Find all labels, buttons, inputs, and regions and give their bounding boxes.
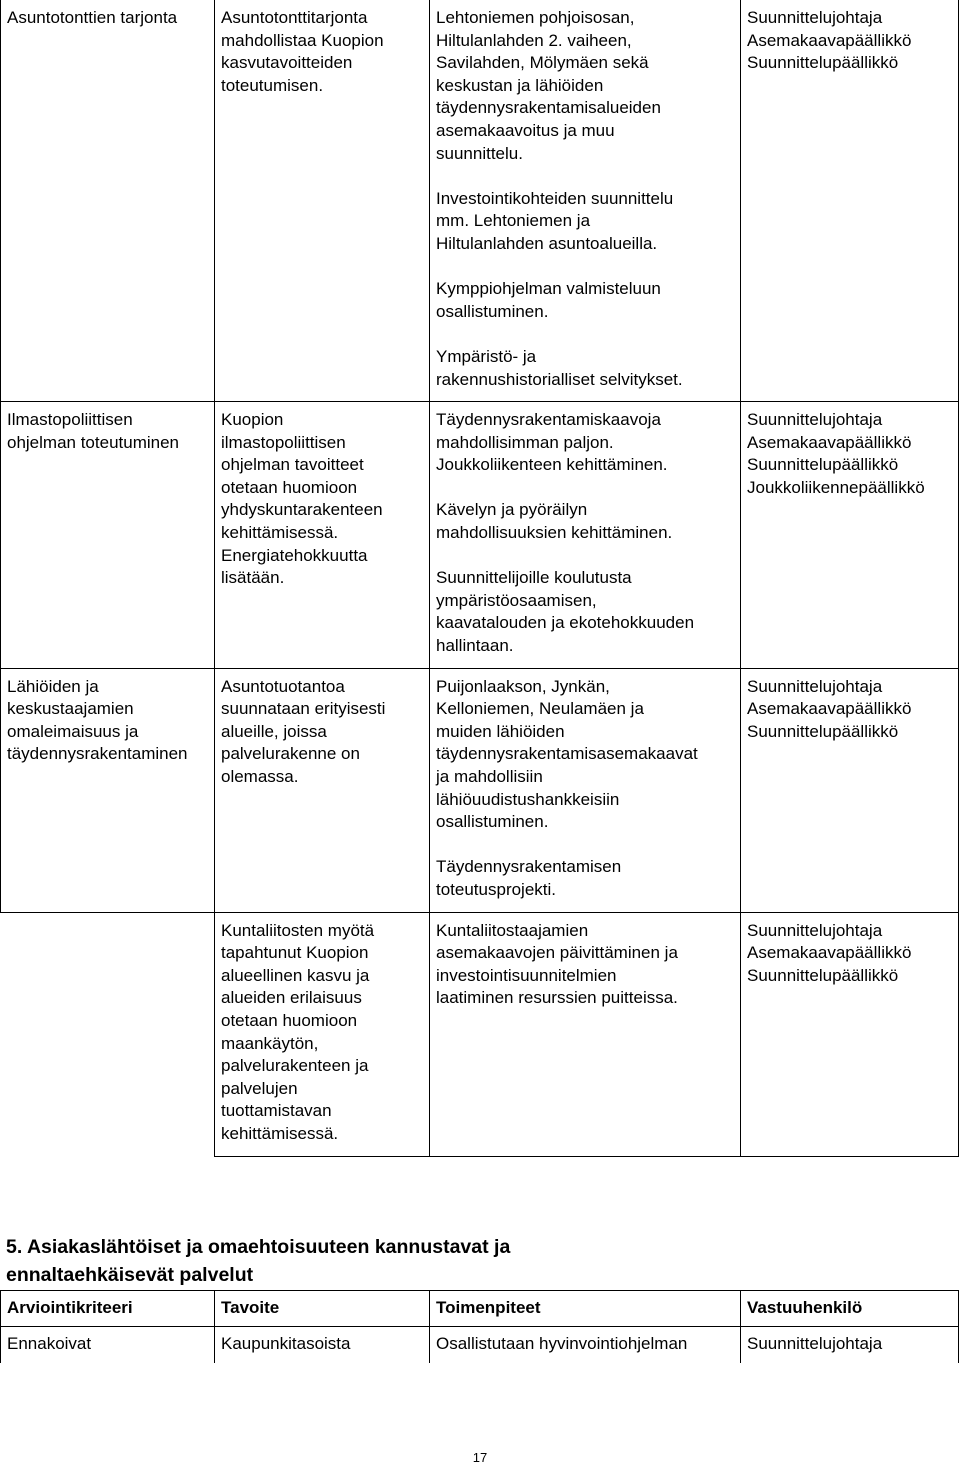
- responsible-text-line: Suunnittelujohtaja: [747, 920, 883, 940]
- actions-text-line: Savilahden, Mölymäen sekä: [436, 53, 649, 73]
- cell-goal: [215, 912, 430, 1156]
- criterion-paragraph: [7, 7, 210, 30]
- actions-text-line: laatiminen resurssien puitteissa.: [436, 988, 678, 1008]
- responsible-text-line: Asemakaavapäällikkö: [747, 432, 912, 452]
- responsible-text-line: Suunnittelupäällikkö: [747, 53, 899, 73]
- goal-text-line: palvelurakenne on: [221, 744, 360, 764]
- actions-text-line: Suunnittelijoille koulutusta: [436, 568, 632, 588]
- cell-responsible: [741, 402, 959, 669]
- responsible-text-line: Suunnittelupäällikkö: [747, 965, 899, 985]
- cell-actions: [430, 668, 741, 912]
- actions-text-line: ja mahdollisiin: [436, 767, 543, 786]
- cell-goal: [215, 668, 430, 912]
- actions-text-line: osallistuminen.: [436, 812, 549, 832]
- criterion-text-line: keskustaajamien: [7, 699, 134, 719]
- cell-responsible: [741, 0, 959, 402]
- header-cell-criterion: Arviointikriteeri: [1, 1291, 215, 1327]
- responsible-paragraph: [747, 7, 954, 75]
- table-row: [1, 668, 959, 912]
- actions-paragraph: [436, 920, 736, 1010]
- table-row: [1, 0, 959, 402]
- goal-text-line: tuottamistavan: [221, 1101, 332, 1121]
- actions-paragraph: [436, 856, 736, 901]
- responsible-text-line: Suunnittelujohtaja: [747, 8, 883, 27]
- actions-text-line: lähiöuudistushankkeisiin: [436, 789, 620, 809]
- goal-paragraph: [221, 920, 425, 1146]
- goal-text-line: tapahtunut Kuopion: [221, 943, 369, 963]
- actions-text-line: rakennushistorialliset selvitykset.: [436, 369, 683, 389]
- actions-text-line: Täydennysrakentamisen: [436, 857, 622, 877]
- responsible-text-line: Suunnittelupäällikkö: [747, 721, 899, 741]
- actions-text-line: täydennysrakentamisalueiden: [436, 98, 661, 118]
- actions-text-line: Lehtoniemen pohjoisosan,: [436, 8, 635, 27]
- cell-goal: [215, 402, 430, 669]
- goal-text-line: alueille, joissa: [221, 721, 327, 741]
- goal-text-line: Kuntaliitosten myötä: [221, 920, 375, 940]
- table-row: [1, 912, 959, 1156]
- actions-text-line: Joukkoliikenteen kehittäminen.: [436, 455, 668, 475]
- actions-text-line: Puijonlaakson, Jynkän,: [436, 676, 610, 696]
- actions-text-line: asemakaavojen päivittäminen ja: [436, 943, 678, 963]
- section-header-row: [1, 1291, 959, 1327]
- actions-text-line: mahdollisuuksien kehittäminen.: [436, 523, 673, 543]
- actions-text-line: asemakaavoitus ja muu: [436, 120, 615, 140]
- actions-paragraph: [436, 676, 736, 834]
- actions-text-line: Ympäristö- ja: [436, 346, 537, 366]
- section-heading: [6, 1233, 510, 1289]
- actions-paragraph: [436, 346, 736, 391]
- cell-criterion: [1, 668, 215, 912]
- goal-text-line: otetaan huomioon: [221, 1010, 358, 1030]
- cell-actions: [430, 402, 741, 669]
- actions-text-line: Kuntaliitostaajamien: [436, 920, 589, 940]
- goal-text-line: alueellinen kasvu ja: [221, 965, 370, 985]
- goal-text-line: Energiatehokkuutta: [221, 545, 368, 565]
- goal-text-line: olemassa.: [221, 767, 299, 786]
- goal-text-line: Asuntotonttitarjonta: [221, 8, 368, 27]
- criterion-text-line: Ilmastopoliittisen: [7, 410, 133, 430]
- actions-text-line: Kymppiohjelman valmisteluun: [436, 279, 661, 299]
- responsible-paragraph: [747, 920, 954, 988]
- criterion-paragraph: [7, 676, 210, 766]
- responsible-text-line: Suunnittelujohtaja: [747, 410, 883, 430]
- data-cell-goal: Kaupunkitasoista: [215, 1326, 430, 1363]
- cell-criterion: [1, 402, 215, 669]
- goal-text-line: alueiden erilaisuus: [221, 988, 362, 1008]
- actions-text-line: suunnittelu.: [436, 143, 523, 163]
- goal-text-line: ilmastopoliittisen: [221, 432, 346, 452]
- responsible-paragraph: [747, 409, 954, 499]
- actions-text-line: mm. Lehtoniemen ja: [436, 211, 591, 231]
- data-cell-actions: Osallistutaan hyvinvointiohjelman: [430, 1326, 741, 1363]
- goal-text-line: otetaan huomioon: [221, 477, 358, 497]
- criterion-text-line: täydennysrakentaminen: [7, 744, 188, 764]
- goal-text-line: ohjelman tavoitteet: [221, 455, 364, 475]
- responsible-paragraph: [747, 676, 954, 744]
- header-cell-goal: Tavoite: [215, 1291, 430, 1327]
- goal-text-line: Asuntotuotantoa: [221, 676, 345, 696]
- criterion-text-line: ohjelman toteutuminen: [7, 432, 180, 452]
- actions-text-line: osallistuminen.: [436, 301, 549, 321]
- goal-text-line: kehittämisessä.: [221, 523, 339, 543]
- criterion-text-line: Asuntotonttien tarjonta: [7, 8, 178, 27]
- goal-paragraph: [221, 7, 425, 97]
- cell-goal: [215, 0, 430, 402]
- responsible-text-line: Asemakaavapäällikkö: [747, 699, 912, 719]
- goal-text-line: kehittämisessä.: [221, 1123, 339, 1143]
- actions-paragraph: [436, 7, 736, 165]
- responsible-text-line: Suunnittelujohtaja: [747, 676, 883, 696]
- actions-text-line: investointisuunnitelmien: [436, 965, 617, 985]
- responsible-text-line: Suunnittelupäällikkö: [747, 455, 899, 475]
- responsible-text-line: Asemakaavapäällikkö: [747, 30, 912, 50]
- data-cell-responsible: Suunnittelujohtaja: [741, 1326, 959, 1363]
- goal-text-line: lisätään.: [221, 568, 285, 588]
- goal-text-line: palvelujen: [221, 1078, 298, 1098]
- actions-text-line: Hiltulanlahden asuntoalueilla.: [436, 233, 658, 253]
- goal-paragraph: [221, 676, 425, 789]
- header-cell-responsible: Vastuuhenkilö: [741, 1291, 959, 1327]
- goal-text-line: mahdollistaa Kuopion: [221, 30, 384, 50]
- section-heading-line-2: ennaltaehkäisevät palvelut: [6, 1264, 254, 1286]
- criterion-text-line: omaleimaisuus ja: [7, 721, 139, 741]
- actions-text-line: muiden lähiöiden: [436, 721, 565, 741]
- goal-text-line: suunnataan erityisesti: [221, 699, 386, 719]
- responsible-text-line: Joukkoliikennepäällikkö: [747, 477, 925, 497]
- actions-text-line: täydennysrakentamisasemakaavat: [436, 744, 698, 764]
- section-heading-line-1: 5. Asiakaslähtöiset ja omaehtoisuuteen kannustavat ja: [6, 1236, 511, 1258]
- actions-paragraph: [436, 499, 736, 544]
- actions-text-line: toteutusprojekti.: [436, 879, 557, 899]
- data-cell-criterion: Ennakoivat: [1, 1326, 215, 1363]
- cell-responsible: [741, 912, 959, 1156]
- actions-text-line: Investointikohteiden suunnittelu: [436, 188, 674, 208]
- page-number: 17: [472, 1450, 488, 1465]
- actions-text-line: Kelloniemen, Neulamäen ja: [436, 699, 644, 719]
- goal-text-line: Kuopion: [221, 410, 284, 430]
- section-data-row: [1, 1326, 959, 1363]
- goal-paragraph: [221, 409, 425, 590]
- actions-paragraph: [436, 567, 736, 657]
- actions-text-line: Hiltulanlahden 2. vaiheen,: [436, 30, 632, 50]
- actions-paragraph: [436, 278, 736, 323]
- actions-paragraph: [436, 409, 736, 477]
- actions-text-line: ympäristöosaamisen,: [436, 590, 597, 610]
- cell-responsible: [741, 668, 959, 912]
- actions-text-line: hallintaan.: [436, 636, 514, 656]
- actions-text-line: keskustan ja lähiöiden: [436, 75, 604, 95]
- cell-actions: [430, 0, 741, 402]
- goal-text-line: kasvutavoitteiden: [221, 53, 353, 73]
- criterion-paragraph: [7, 409, 210, 454]
- actions-text-line: mahdollisimman paljon.: [436, 432, 614, 452]
- header-cell-actions: Toimenpiteet: [430, 1291, 741, 1327]
- section-table: [0, 1290, 959, 1363]
- table-row: [1, 402, 959, 669]
- actions-paragraph: [436, 188, 736, 256]
- actions-text-line: Kävelyn ja pyöräilyn: [436, 500, 588, 520]
- goal-text-line: palvelurakenteen ja: [221, 1056, 369, 1076]
- cell-criterion: [1, 912, 215, 1156]
- responsible-text-line: Asemakaavapäällikkö: [747, 943, 912, 963]
- cell-actions: [430, 912, 741, 1156]
- criterion-text-line: Lähiöiden ja: [7, 676, 99, 696]
- goal-text-line: yhdyskuntarakenteen: [221, 500, 383, 520]
- actions-text-line: kaavatalouden ja ekotehokkuuden: [436, 613, 695, 633]
- cell-criterion: [1, 0, 215, 402]
- goal-text-line: maankäytön,: [221, 1033, 319, 1053]
- goal-text-line: toteutumisen.: [221, 75, 324, 95]
- actions-text-line: Täydennysrakentamiskaavoja: [436, 410, 661, 430]
